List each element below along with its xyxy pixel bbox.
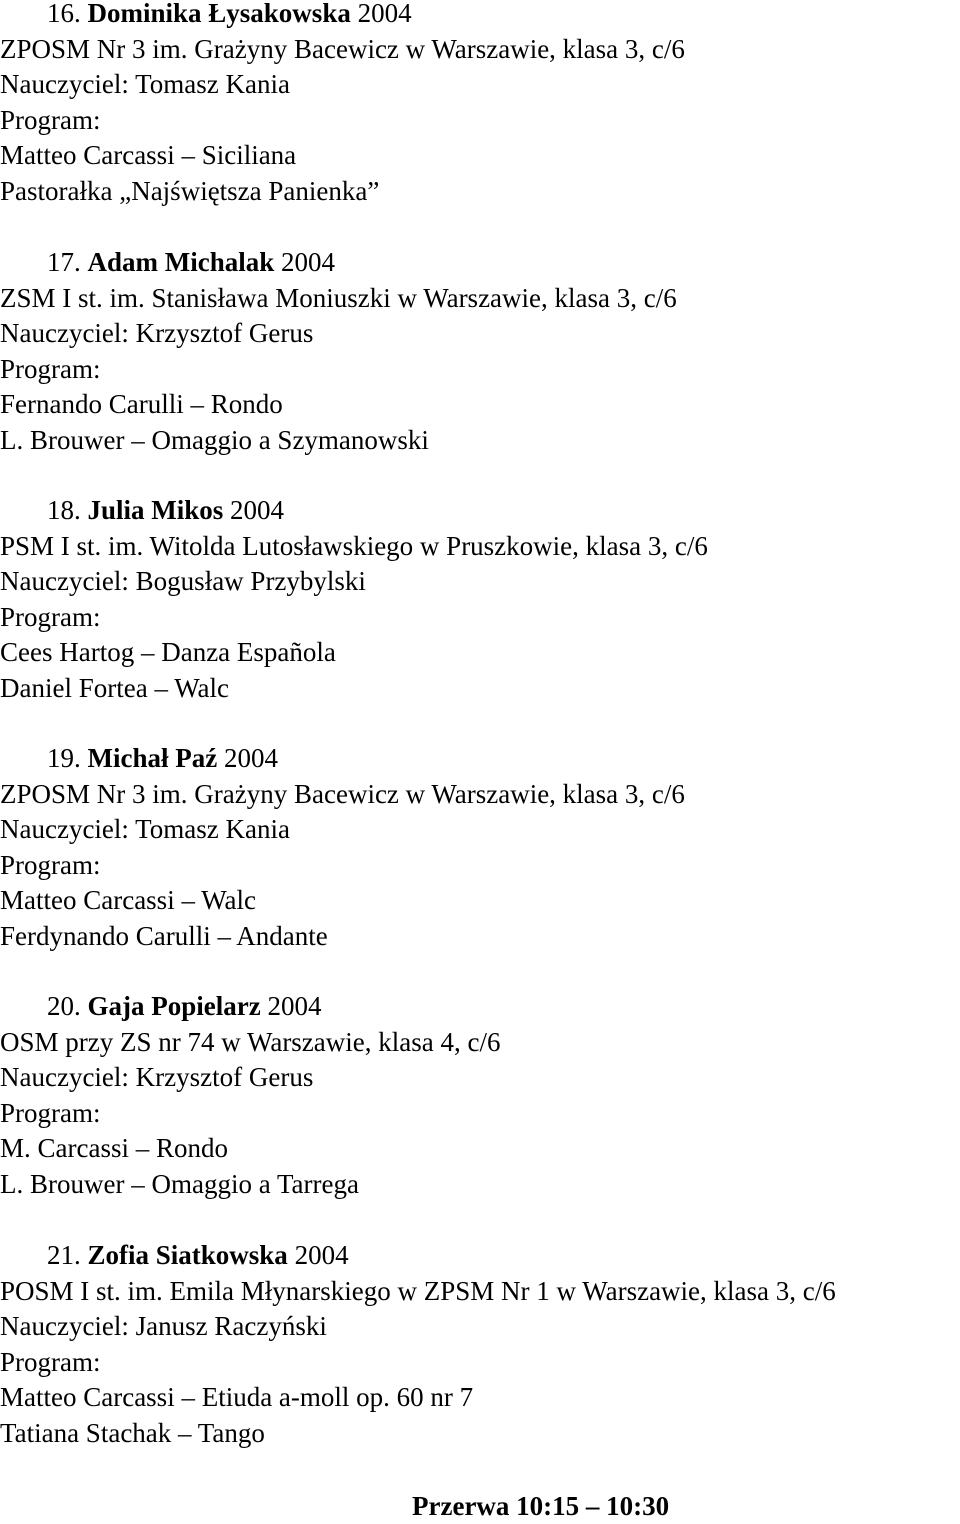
program-piece: Matteo Carcassi – Siciliana <box>0 140 297 171</box>
participant-heading <box>0 1238 960 1274</box>
school-line: ZPOSM Nr 3 im. Grażyny Bacewicz w Warszawie, klasa 3, c/6 <box>0 778 685 809</box>
participant-year: 2004 <box>223 743 278 773</box>
participant-heading <box>0 989 960 1025</box>
school-line: OSM przy ZS nr 74 w Warszawie, klasa 4, c/6 <box>0 1026 501 1057</box>
teacher-line: Nauczyciel: Krzysztof Gerus <box>0 318 314 349</box>
participant-heading <box>0 245 960 281</box>
participant-year: 2004 <box>267 991 322 1021</box>
participant-name: Julia Mikos <box>87 495 224 525</box>
participant-name: Adam Michalak <box>87 247 275 277</box>
participant-number: 18. <box>47 495 81 525</box>
participant-year: 2004 <box>294 1240 349 1270</box>
program-piece: Daniel Fortea – Walc <box>0 672 229 703</box>
program-label: Program: <box>0 849 101 880</box>
school-line: PSM I st. im. Witolda Lutosławskiego w Pruszkowie, klasa 3, c/6 <box>0 530 708 561</box>
school-line: ZSM I st. im. Stanisława Moniuszki w Warszawie, klasa 3, c/6 <box>0 282 677 313</box>
program-piece: M. Carcassi – Rondo <box>0 1133 228 1164</box>
participant-year: 2004 <box>230 495 285 525</box>
program-piece: Cees Hartog – Danza Española <box>0 637 336 668</box>
participant-entry-18 <box>0 493 960 707</box>
teacher-line: Nauczyciel: Bogusław Przybylski <box>0 566 366 597</box>
participant-name: Michał Paź <box>87 743 218 773</box>
participant-heading <box>0 0 960 32</box>
participant-number: 21. <box>47 1240 81 1270</box>
program-piece: Tatiana Stachak – Tango <box>0 1417 265 1448</box>
participant-name: Zofia Siatkowska <box>87 1240 288 1270</box>
participant-heading <box>0 741 960 777</box>
participant-number: 19. <box>47 743 81 773</box>
program-piece: Matteo Carcassi – Walc <box>0 885 256 916</box>
program-label: Program: <box>0 353 101 384</box>
teacher-line: Nauczyciel: Tomasz Kania <box>0 814 290 845</box>
program-piece: Fernando Carulli – Rondo <box>0 389 283 420</box>
participant-name: Gaja Popielarz <box>87 991 261 1021</box>
program-piece: Matteo Carcassi – Etiuda a-moll op. 60 nr 7 <box>0 1382 474 1413</box>
participant-entry-21 <box>0 1238 960 1452</box>
participant-entry-19 <box>0 741 960 955</box>
participant-number: 20. <box>47 991 81 1021</box>
school-line: ZPOSM Nr 3 im. Grażyny Bacewicz w Warszawie, klasa 3, c/6 <box>0 33 685 64</box>
program-piece: L. Brouwer – Omaggio a Szymanowski <box>0 424 429 455</box>
program-label: Program: <box>0 1097 101 1128</box>
teacher-line: Nauczyciel: Tomasz Kania <box>0 69 290 100</box>
break-announcement: Przerwa 10:15 – 10:30 <box>412 1491 670 1521</box>
teacher-line: Nauczyciel: Krzysztof Gerus <box>0 1062 314 1093</box>
participant-entry-16 <box>0 0 960 210</box>
participant-number: 17. <box>47 247 81 277</box>
participant-year: 2004 <box>281 247 336 277</box>
participant-entry-17 <box>0 245 960 459</box>
participant-entry-20 <box>0 989 960 1203</box>
participant-year: 2004 <box>357 0 412 28</box>
program-piece: L. Brouwer – Omaggio a Tarrega <box>0 1168 359 1199</box>
program-label: Program: <box>0 1346 101 1377</box>
participant-number: 16. <box>47 0 81 28</box>
program-piece: Ferdynando Carulli – Andante <box>0 920 328 951</box>
school-line: POSM I st. im. Emila Młynarskiego w ZPSM Nr 1 w Warszawie, klasa 3, c/6 <box>0 1275 836 1306</box>
program-piece: Pastorałka „Najświętsza Panienka” <box>0 175 380 206</box>
participant-heading <box>0 493 960 529</box>
teacher-line: Nauczyciel: Janusz Raczyński <box>0 1311 327 1342</box>
program-label: Program: <box>0 601 101 632</box>
participant-name: Dominika Łysakowska <box>87 0 351 28</box>
program-label: Program: <box>0 104 101 135</box>
